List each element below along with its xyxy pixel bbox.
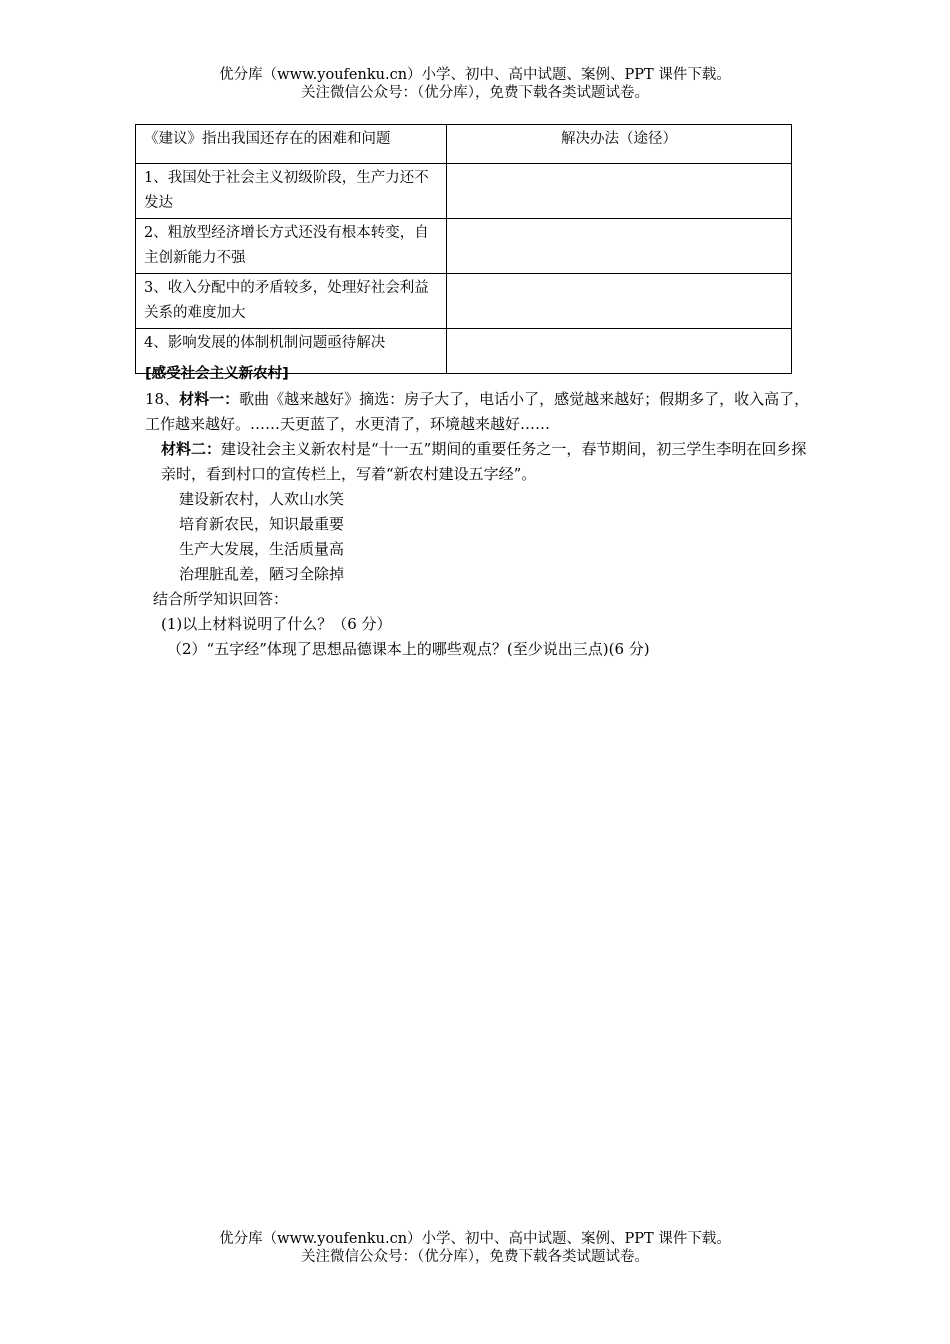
material-one-label: 材料一： [179,390,240,408]
poem-line: 培育新农民，知识最重要 [179,515,345,533]
question-content [145,362,810,662]
header-line-1: 优分库（www.youfenku.cn）小学、初中、高中试题、案例、PPT 课件下载。 [219,67,731,83]
question-number: 18、 [145,390,180,408]
answer-prompt: 结合所学知识回答： [153,590,289,608]
poem-line: 生产大发展，生活质量高 [179,540,345,558]
table-cell-solution [447,274,792,329]
material-two [145,437,810,487]
table-cell-problem: 1、我国处于社会主义初级阶段，生产力还不发达 [136,164,447,219]
table-header-problems: 《建议》指出我国还存在的困难和问题 [136,125,447,164]
footer-line-2: 关注微信公众号：（优分库），免费下载各类试题试卷。 [301,1249,649,1265]
sub-question-2: （2）“五字经”体现了思想品德课本上的哪些观点？(至少说出三点)(6 分) [167,640,650,658]
table-header-row [136,125,792,164]
poem-line: 治理脏乱差，陋习全除掉 [179,565,345,583]
material-two-label: 材料二： [161,440,222,458]
material-one-text: 歌曲《越来越好》摘选：房子大了，电话小了，感觉越来越好；假期多了，收入高了，工作越来越好。……天更蓝了，水更清了，环境越来越好…… [145,390,810,433]
section-title: [感受社会主义新农村] [145,366,289,382]
footer-line-1: 优分库（www.youfenku.cn）小学、初中、高中试题、案例、PPT 课件下载。 [219,1231,731,1247]
page-footer [0,1230,950,1266]
page-header [0,66,950,102]
table-row [136,274,792,329]
table-row [136,164,792,219]
sub-question-1: (1)以上材料说明了什么？（6 分） [161,615,392,633]
table-cell-problem: 4、影响发展的体制机制问题亟待解决 [136,329,447,374]
poem-line: 建设新农村，人欢山水笑 [179,490,345,508]
table-row [136,219,792,274]
table-cell-solution [447,164,792,219]
material-two-text: 建设社会主义新农村是“十一五”期间的重要任务之一，春节期间，初三学生李明在回乡探亲时，看到村口的宣传栏上，写着“新农村建设五字经”。 [161,440,807,483]
table-cell-problem: 3、收入分配中的矛盾较多，处理好社会利益关系的难度加大 [136,274,447,329]
table-cell-solution [447,219,792,274]
problems-solutions-table [135,124,792,374]
material-one [145,387,810,437]
header-line-2: 关注微信公众号：（优分库），免费下载各类试题试卷。 [301,85,649,101]
table-header-solutions: 解决办法（途径） [447,125,792,164]
table-cell-problem: 2、粗放型经济增长方式还没有根本转变，自主创新能力不强 [136,219,447,274]
